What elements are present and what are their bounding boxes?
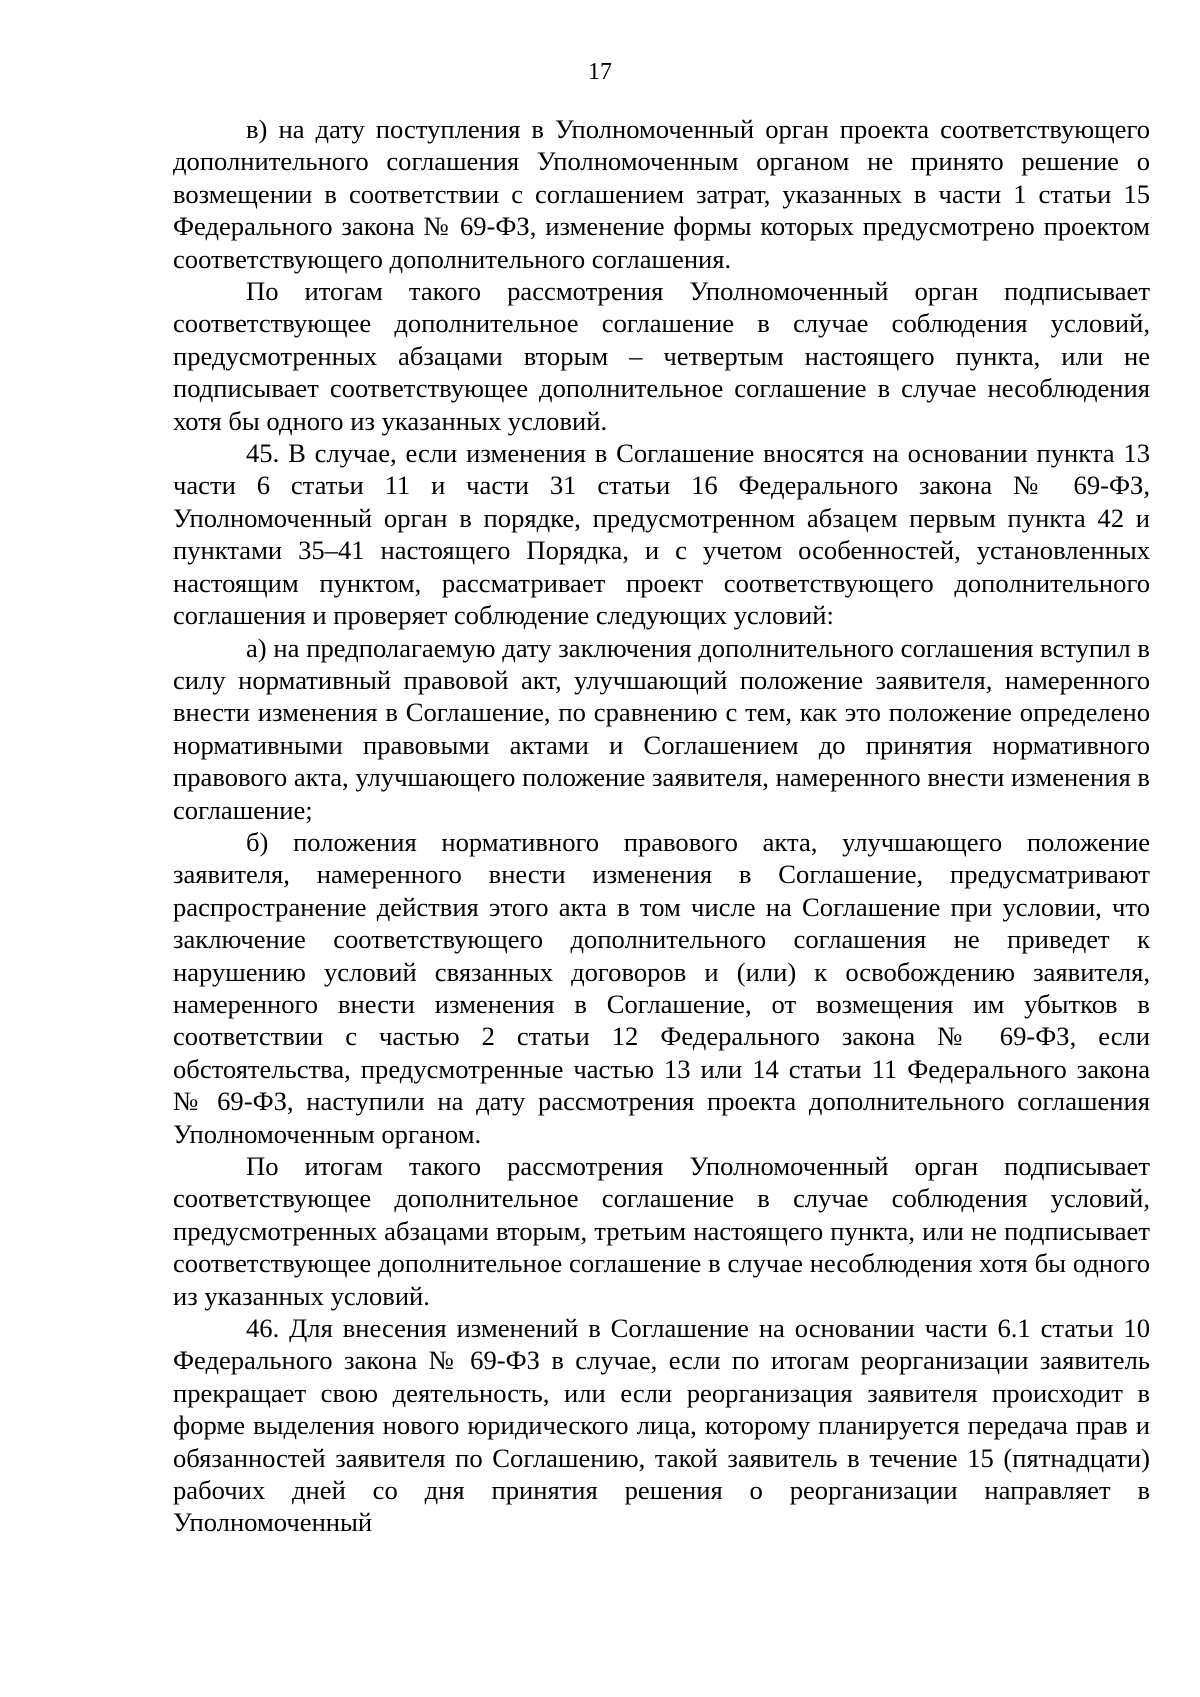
paragraph-44-conclusion: По итогам такого рассмотрения Уполномоченный орган подписывает соответствующее дополнительное соглашение в случае соблюдения условий, предусмотренных абзацами вторым – четвертым настоящего пункта, или не подписывает соответствующее дополнительное соглашение в случае несоблюдения хотя бы одного из указанных условий. (173, 276, 1150, 436)
paragraph-44-v: в) на дату поступления в Уполномоченный орган проекта соответствующего дополнительного соглашения Уполномоченным органом не принято решение о возмещении в соответствии с соглашением затрат, указанных в части 1 статьи 15 Федерального закона № 69-ФЗ, изменение формы которых предусмотрено проектом соответствующего дополнительного соглашения. (173, 114, 1150, 274)
page-number: 17 (588, 59, 612, 85)
paragraph-45: 45. В случае, если изменения в Соглашение вносятся на основании пункта 13 части 6 статьи 11 и части 31 статьи 16 Федерального закона № 69-ФЗ, Уполномоченный орган в порядке, предусмотренном абзацем первым пункта 42 и пунктами 35–41 настоящего Порядка, и с учетом особенностей, установленных настоящим пунктом, рассматривает проект соответствующего дополнительного соглашения и проверяет соблюдение следующих условий: (173, 438, 1150, 631)
paragraph-45-a: а) на предполагаемую дату заключения дополнительного соглашения вступил в силу нормативный правовой акт, улучшающий положение заявителя, намеренного внести изменения в Соглашение, по сравнению с тем, как это положение определено нормативными правовыми актами и Соглашением до принятия нормативного правового акта, улучшающего положение заявителя, намеренного внести изменения в соглашение; (173, 632, 1150, 825)
paragraph-45-b: б) положения нормативного правового акта, улучшающего положение заявителя, намеренного внести изменения в Соглашение, предусматривают распространение действия этого акта в том числе на Соглашение при условии, что заключение соответствующего дополнительного соглашения не приведет к нарушению условий связанных договоров и (или) к освобождению заявителя, намеренного внести изменения в Соглашение, от возмещения им убытков в соответствии с частью 2 статьи 12 Федерального закона № 69-ФЗ, если обстоятельства, предусмотренные частью 13 или 14 статьи 11 Федерального закона № 69-ФЗ, наступили на дату рассмотрения проекта дополнительного соглашения Уполномоченным органом. (173, 826, 1150, 1149)
document-body (173, 113, 1150, 1539)
paragraph-46: 46. Для внесения изменений в Соглашение на основании части 6.1 статьи 10 Федерального закона № 69-ФЗ в случае, если по итогам реорганизации заявитель прекращает свою деятельность, или если реорганизация заявителя происходит в форме выделения нового юридического лица, которому планируется передача прав и обязанностей заявителя по Соглашению, такой заявитель в течение 15 (пятнадцати) рабочих дней со дня принятия решения о реорганизации направляет в Уполномоченный (173, 1313, 1150, 1538)
paragraph-45-conclusion: По итогам такого рассмотрения Уполномоченный орган подписывает соответствующее дополнительное соглашение в случае соблюдения условий, предусмотренных абзацами вторым, третьим настоящего пункта, или не подписывает соответствующее дополнительное соглашение в случае несоблюдения хотя бы одного из указанных условий. (173, 1151, 1150, 1311)
